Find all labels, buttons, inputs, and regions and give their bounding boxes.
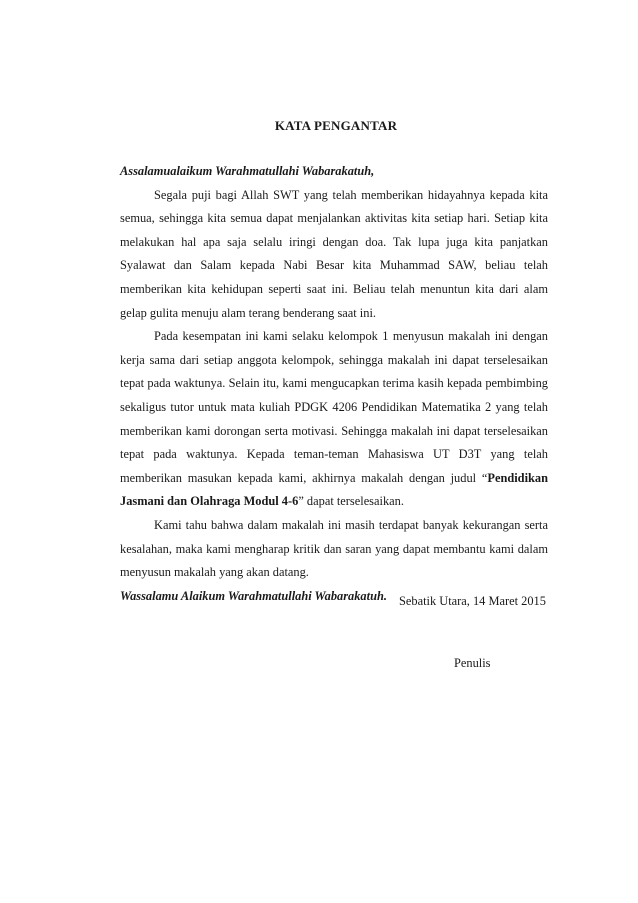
paragraph-3: Kami tahu bahwa dalam makalah ini masih terdapat banyak kekurangan serta kesalahan, maka kami mengharap kritik dan saran yang dapat membantu kami dalam menyusun makalah yang akan datang. (120, 517, 548, 580)
author-signature: Penulis (454, 656, 491, 670)
document-body (120, 160, 548, 608)
paper-title-emphasis: Pendidikan Jasmani dan Olahraga Modul 4-6 (120, 470, 548, 509)
opening-greeting: Assalamualaikum Warahmatullahi Wabarakatuh, (120, 164, 375, 178)
page-title: KATA PENGANTAR (274, 118, 398, 133)
paragraph-1: Segala puji bagi Allah SWT yang telah memberikan hidayahnya kepada kita semua, sehingga kita semua dapat menjalankan aktivitas kita setiap hari. Setiap kita melakukan hal apa saja selalu iringi dengan doa. Tak lupa juga kita panjatkan Syalawat dan Salam kepada Nabi Besar kita Muhammad SAW, beliau telah memberikan kita kehidupan seperti saat ini. Beliau telah menuntun kita dari alam gelap gulita menuju alam terang benderang saat ini. (120, 187, 548, 320)
paragraph-2 (120, 325, 548, 514)
paragraph-2-text-end: ” dapat terselesaikan. (298, 494, 404, 509)
place-and-date: Sebatik Utara, 14 Maret 2015 (399, 594, 546, 608)
paragraph-2-text-start: Pada kesempatan ini kami selaku kelompok 1 menyusun makalah ini dengan kerja sama dari setiap anggota kelompok, sehingga makalah ini dapat terselesaikan tepat pada waktunya. Selain itu, kami mengucapkan terima kasih kepada pembimbing sekaligus tutor untuk mata kuliah PDGK 4206 Pendidikan Matematika 2 yang telah memberikan kami dorongan serta motivasi. Sehingga makalah ini dapat terselesaikan tepat pada waktunya. Kepada teman-teman Mahasiswa UT D3T yang telah memberikan masukan kepada kami, akhirnya makalah dengan judul “ (120, 329, 548, 485)
closing-greeting: Wassalamu Alaikum Warahmatullahi Wabarakatuh. (120, 588, 387, 603)
